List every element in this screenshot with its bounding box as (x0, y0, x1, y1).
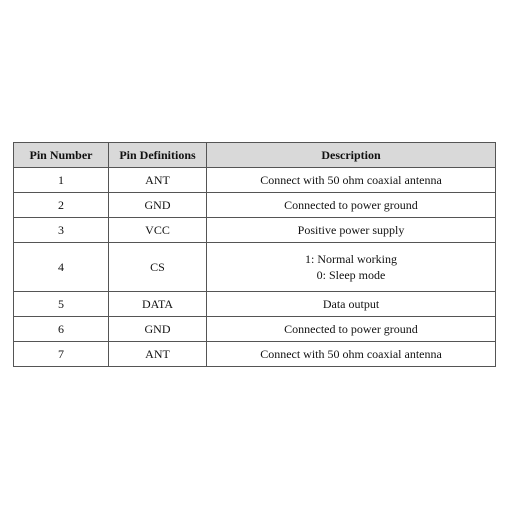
description-line: Connected to power ground (284, 198, 418, 212)
pin-definition-cell: GND (109, 193, 207, 218)
header-pin-number: Pin Number (14, 143, 109, 168)
pin-number-cell: 2 (14, 193, 109, 218)
pin-definition-cell: VCC (109, 218, 207, 243)
table-row (14, 317, 496, 342)
header-description: Description (207, 143, 496, 168)
table-row (14, 193, 496, 218)
pin-number-cell: 4 (14, 243, 109, 292)
description-cell (207, 218, 496, 243)
description-cell (207, 342, 496, 367)
description-cell (207, 243, 496, 292)
pin-definition-cell: GND (109, 317, 207, 342)
table-header-row (14, 143, 496, 168)
description-line: 0: Sleep mode (316, 268, 386, 282)
description-line: 1: Normal working (305, 252, 397, 266)
pin-definition-cell: CS (109, 243, 207, 292)
pin-definition-cell: ANT (109, 342, 207, 367)
description-cell (207, 168, 496, 193)
description-line: Connect with 50 ohm coaxial antenna (260, 173, 442, 187)
pin-number-cell: 1 (14, 168, 109, 193)
description-cell (207, 292, 496, 317)
pin-definition-cell: DATA (109, 292, 207, 317)
pin-definition-table (13, 142, 496, 367)
description-line: Connected to power ground (284, 322, 418, 336)
header-pin-definitions: Pin Definitions (109, 143, 207, 168)
table-row (14, 218, 496, 243)
table-row (14, 168, 496, 193)
table-row (14, 342, 496, 367)
table-row (14, 292, 496, 317)
pin-number-cell: 7 (14, 342, 109, 367)
table-row (14, 243, 496, 292)
description-line: Connect with 50 ohm coaxial antenna (260, 347, 442, 361)
pin-number-cell: 5 (14, 292, 109, 317)
pin-number-cell: 3 (14, 218, 109, 243)
description-line: Data output (322, 297, 380, 311)
description-cell (207, 193, 496, 218)
pin-definition-cell: ANT (109, 168, 207, 193)
pin-number-cell: 6 (14, 317, 109, 342)
description-line: Positive power supply (297, 223, 405, 237)
description-cell (207, 317, 496, 342)
